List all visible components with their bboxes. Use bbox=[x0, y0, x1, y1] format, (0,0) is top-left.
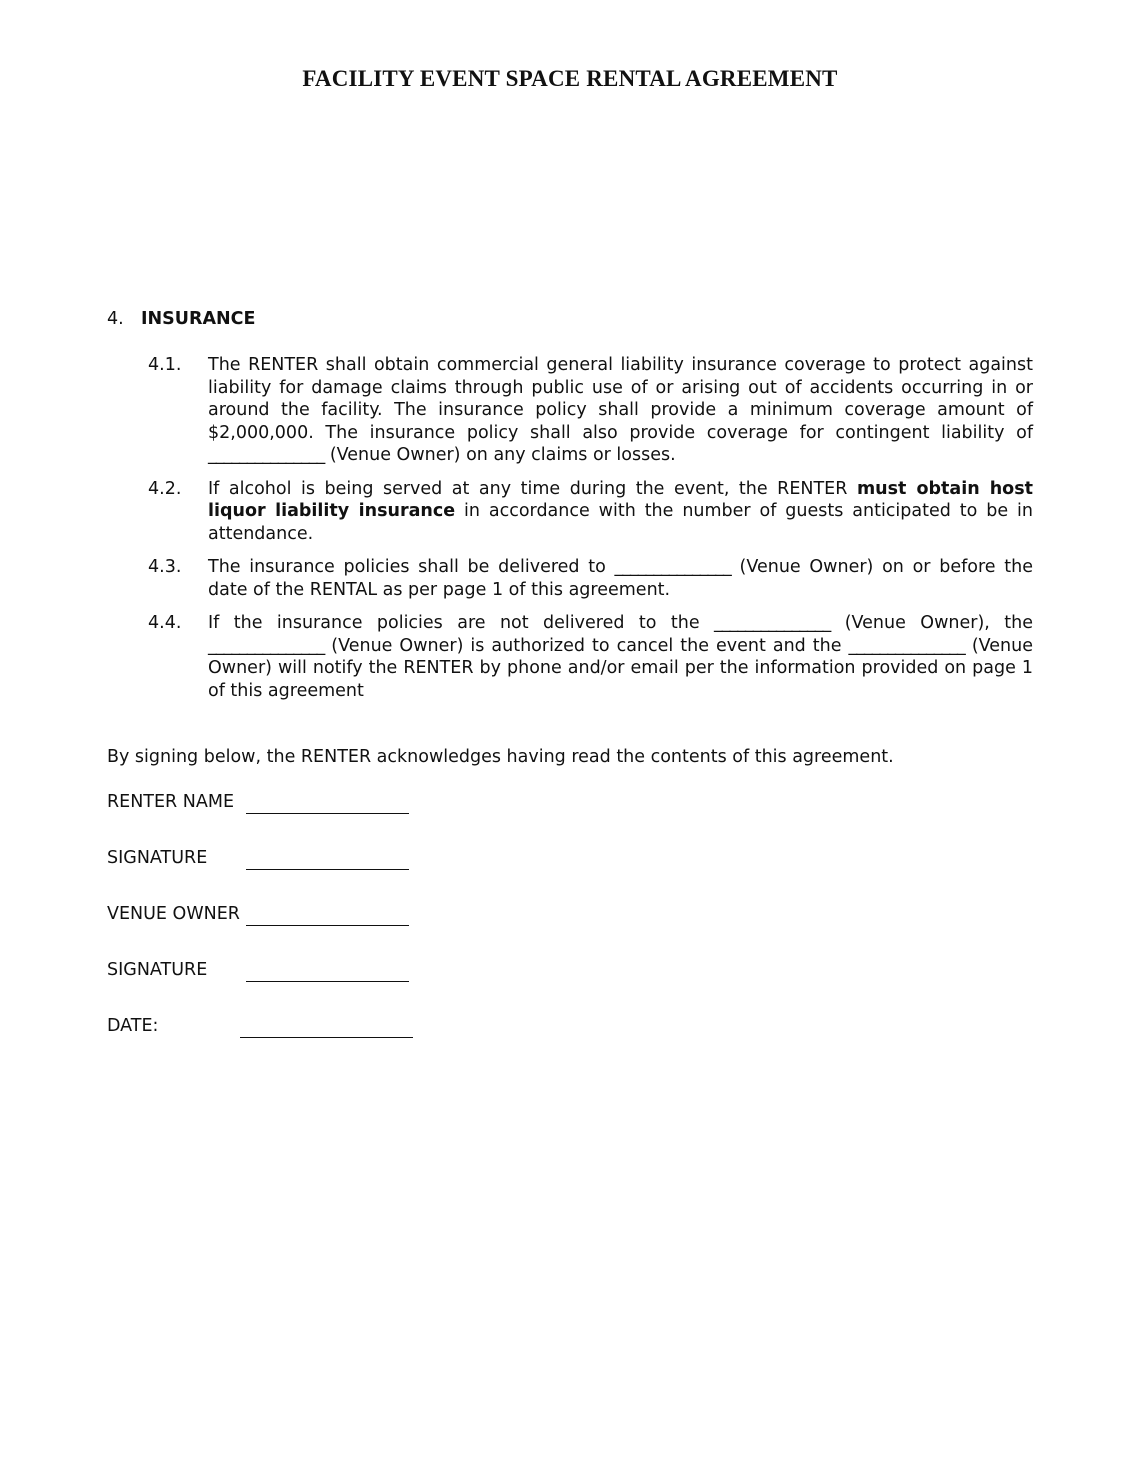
clause-number: 4.4. bbox=[148, 613, 182, 633]
clause-text-part: (Venue Owner), the bbox=[844, 613, 1033, 633]
clause-text-part: The RENTER shall obtain commercial general liability insurance coverage to protect against liability for damage claims through public use of or arising out of accidents occurring in or around the facility. The insurance policy shall provide a minimum coverage amount of $2,000,000. The insurance policy shall also provide coverage for contingent liability of bbox=[208, 355, 1033, 443]
blank-line: _______________ bbox=[208, 635, 325, 656]
blank-line: _______________ bbox=[848, 635, 965, 656]
document-title: FACILITY EVENT SPACE RENTAL AGREEMENT bbox=[302, 66, 838, 91]
clause-text bbox=[208, 612, 1033, 702]
clause-text bbox=[208, 556, 1033, 601]
clause-text-part: (Venue Owner) on or before the date of the RENTAL as per page 1 of this agreement. bbox=[208, 557, 1033, 600]
owner-signature-label: SIGNATURE bbox=[107, 960, 208, 980]
renter-signature-row bbox=[107, 848, 427, 872]
renter-name-line[interactable] bbox=[246, 813, 409, 814]
blank-line: _______________ bbox=[614, 557, 731, 577]
acknowledgement-text: By signing below, the RENTER acknowledges having read the contents of this agreement. bbox=[107, 747, 894, 767]
clause-list bbox=[148, 354, 1033, 713]
clause-4-2 bbox=[148, 478, 1033, 546]
section-heading bbox=[107, 309, 255, 329]
clause-text-part: (Venue Owner) is authorized to cancel the event and the bbox=[331, 635, 842, 656]
clause-text bbox=[208, 478, 1033, 546]
clause-emphasis: must obtain host liquor liability insurance bbox=[208, 478, 1033, 521]
venue-owner-label: VENUE OWNER bbox=[107, 904, 240, 924]
clause-4-4 bbox=[148, 612, 1033, 702]
clause-4-3 bbox=[148, 556, 1033, 601]
blank-line: _______________ bbox=[208, 445, 325, 465]
renter-signature-label: SIGNATURE bbox=[107, 848, 208, 868]
section-title: INSURANCE bbox=[141, 309, 256, 329]
clause-number: 4.1. bbox=[148, 355, 182, 375]
renter-signature-line[interactable] bbox=[246, 869, 409, 870]
clause-number: 4.3. bbox=[148, 557, 182, 577]
date-row bbox=[107, 1016, 427, 1040]
renter-name-row bbox=[107, 792, 427, 816]
date-line[interactable] bbox=[240, 1037, 413, 1038]
owner-signature-line[interactable] bbox=[246, 981, 409, 982]
owner-signature-row bbox=[107, 960, 427, 984]
clause-4-1 bbox=[148, 354, 1033, 467]
date-label: DATE: bbox=[107, 1016, 159, 1036]
venue-owner-line[interactable] bbox=[246, 925, 409, 926]
clause-text-part: If alcohol is being served at any time during the event, the RENTER bbox=[208, 478, 848, 499]
venue-owner-row bbox=[107, 904, 427, 928]
clause-text-part: in accordance with the number of guests anticipated to be in attendance. bbox=[208, 501, 1033, 544]
renter-name-label: RENTER NAME bbox=[107, 792, 234, 812]
clause-number: 4.2. bbox=[148, 478, 182, 499]
blank-line: _______________ bbox=[714, 613, 831, 633]
clause-text-part: (Venue Owner) will notify the RENTER by phone and/or email per the information provided on page 1 of this agreement bbox=[208, 635, 1033, 701]
section-number: 4. bbox=[107, 309, 124, 329]
clause-text-part: The insurance policies shall be delivered to bbox=[208, 557, 606, 577]
clause-text bbox=[208, 354, 1033, 467]
clause-text-part: If the insurance policies are not delivered to the bbox=[208, 613, 700, 633]
clause-text-part: (Venue Owner) on any claims or losses. bbox=[329, 445, 676, 465]
